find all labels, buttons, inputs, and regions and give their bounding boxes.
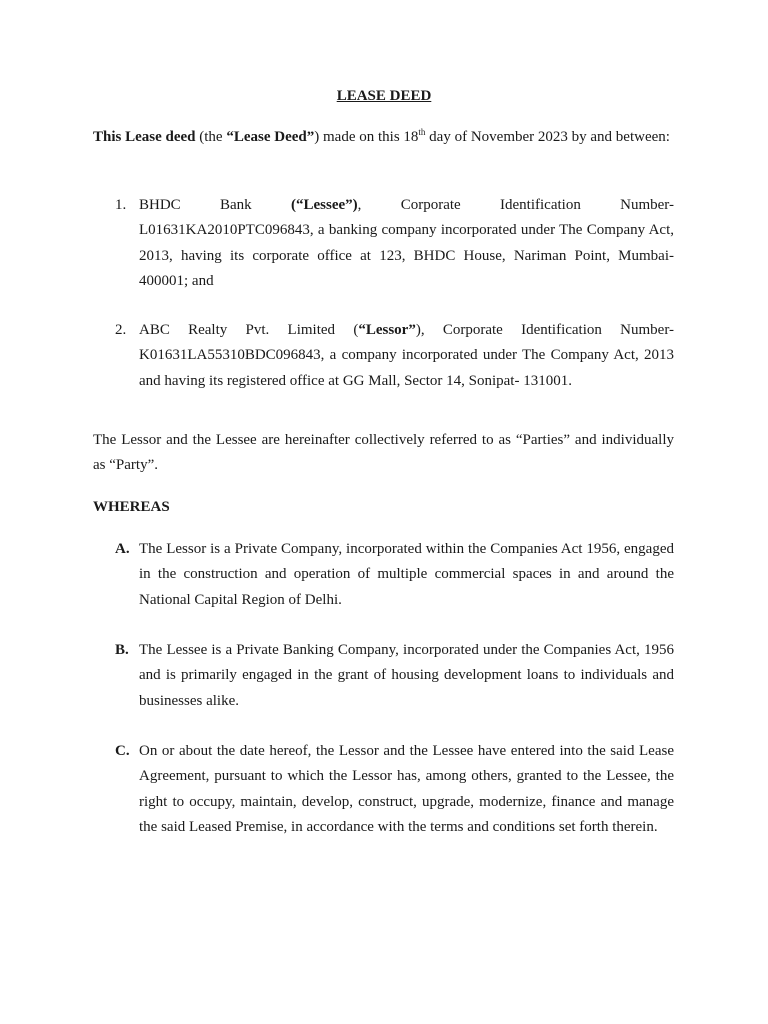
- recital-item-a: [93, 537, 674, 613]
- intro-bold-lead: This Lease deed: [93, 129, 196, 145]
- intro-superscript: th: [418, 127, 426, 137]
- recital-marker: A.: [115, 541, 130, 557]
- party-item-lessee: [93, 193, 674, 294]
- recital-marker: B.: [115, 642, 129, 658]
- document-title: LEASE DEED: [336, 88, 432, 104]
- party-body: [139, 318, 674, 394]
- recital-text: The Lessor is a Private Company, incorporated within the Companies Act 1956, engaged in the construction and operation of multiple commercial spaces in and around the National Capital Region of Delhi.: [139, 541, 674, 608]
- party-role: “Lessor”: [358, 322, 416, 338]
- party-name: ABC Realty Pvt. Limited (: [139, 322, 359, 338]
- recital-item-b: [93, 638, 674, 714]
- intro-text-1: (the: [195, 129, 227, 145]
- intro-bold-quote: “Lease Deed”: [226, 129, 315, 145]
- recital-text: The Lessee is a Private Banking Company, incorporated under the Companies Act, 1956 and is primarily engaged in the grant of housing development loans to individuals and businesses alike.: [139, 642, 674, 709]
- recital-marker: C.: [115, 743, 130, 759]
- parties-definition-paragraph: The Lessor and the Lessee are hereinafter collectively referred to as “Parties” and individually as “Party”.: [93, 432, 674, 474]
- party-body: [139, 193, 674, 294]
- party-marker: 1.: [115, 197, 127, 213]
- whereas-heading: WHEREAS: [93, 499, 170, 515]
- intro-paragraph: [93, 125, 674, 150]
- party-role: (“Lessee”): [290, 197, 358, 213]
- party-name: BHDC Bank: [139, 197, 291, 213]
- party-text: ), Corporate Identification Number- K01631LA55310BDC096843, a company incorporated under The Company Act, 2013 and having its registered office at GG Mall, Sector 14, Sonipat- 131001.: [139, 322, 675, 389]
- party-marker: 2.: [115, 322, 127, 338]
- party-item-lessor: [93, 318, 674, 394]
- recital-item-c: [93, 739, 674, 840]
- party-text: , Corporate Identification Number- L01631KA2010PTC096843, a banking company incorporated under The Company Act, 2013, having its corporate office at 123, BHDC House, Nariman Point, Mumbai- 400001; and: [139, 197, 674, 289]
- recital-text: On or about the date hereof, the Lessor and the Lessee have entered into the said Lease Agreement, pursuant to which the Lessor has, among others, granted to the Lessee, the right to occupy, maintain, develop, construct, upgrade, modernize, finance and manage the said Leased Premise, in accordance with the terms and conditions set forth therein.: [139, 743, 674, 835]
- intro-text-3: day of November 2023 by and between:: [425, 129, 670, 145]
- intro-text-2: ) made on this 18: [314, 129, 419, 145]
